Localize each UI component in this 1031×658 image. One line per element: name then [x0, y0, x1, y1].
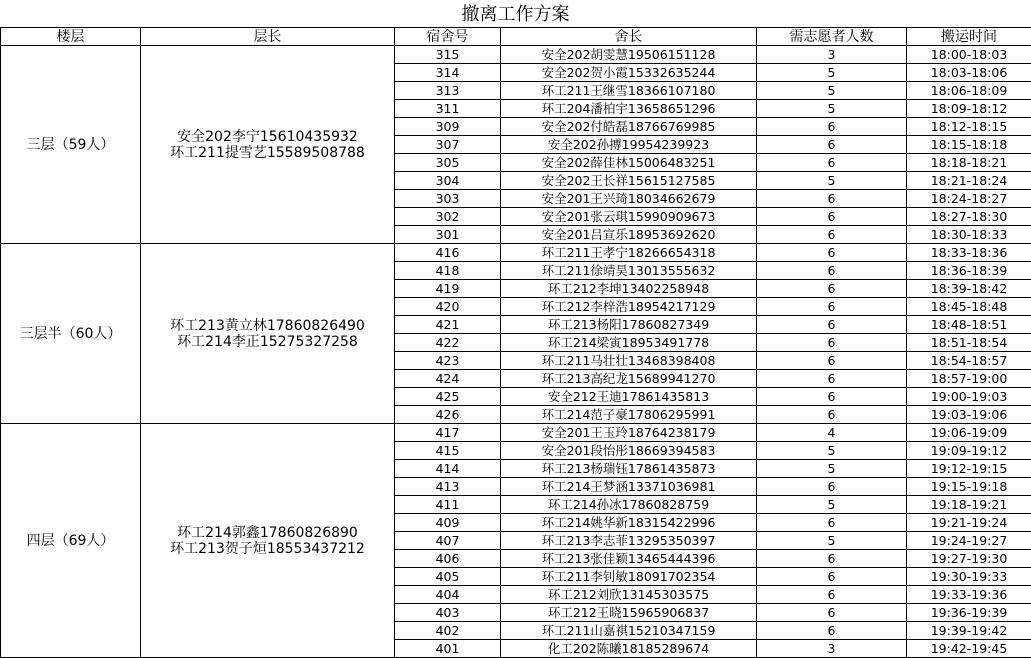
floor-leader-cell	[141, 244, 395, 424]
volunteer-count-cell: 3	[757, 46, 907, 64]
move-time-cell: 18:57-19:00	[907, 370, 1031, 388]
floor-leader-cell	[141, 46, 395, 244]
move-time-cell: 18:36-18:39	[907, 262, 1031, 280]
move-time-cell: 19:03-19:06	[907, 406, 1031, 424]
dorm-leader-cell: 安全202胡雯慧19506151128	[501, 46, 757, 64]
dorm-number-cell: 418	[395, 262, 501, 280]
dorm-leader-cell: 环工211王孝宁18266654318	[501, 244, 757, 262]
floor-leader-name: 环工213黄立林17860826490	[170, 317, 365, 334]
dorm-leader-cell: 安全202付皓磊18766769985	[501, 118, 757, 136]
dorm-number-cell: 307	[395, 136, 501, 154]
dorm-number-cell: 315	[395, 46, 501, 64]
move-time-cell: 18:30-18:33	[907, 226, 1031, 244]
table-row	[1, 46, 1031, 64]
header-move-time: 搬运时间	[907, 28, 1031, 46]
dorm-number-cell: 421	[395, 316, 501, 334]
volunteer-count-cell: 4	[757, 424, 907, 442]
dorm-number-cell: 309	[395, 118, 501, 136]
dorm-number-cell: 301	[395, 226, 501, 244]
floor-cell: 三层（59人）	[1, 46, 141, 244]
table-row	[1, 424, 1031, 442]
volunteer-count-cell: 6	[757, 190, 907, 208]
dorm-leader-cell: 安全201王玉玲18764238179	[501, 424, 757, 442]
dorm-leader-cell: 环工211李钊敏18091702354	[501, 568, 757, 586]
dorm-number-cell: 402	[395, 622, 501, 640]
dorm-leader-cell: 环工211王继雪18366107180	[501, 82, 757, 100]
move-time-cell: 18:39-18:42	[907, 280, 1031, 298]
volunteer-count-cell: 6	[757, 388, 907, 406]
move-time-cell: 18:24-18:27	[907, 190, 1031, 208]
dorm-leader-cell: 安全202王长祥15615127585	[501, 172, 757, 190]
dorm-leader-cell: 安全201吕宣乐18953692620	[501, 226, 757, 244]
volunteer-count-cell: 3	[757, 640, 907, 658]
dorm-number-cell: 425	[395, 388, 501, 406]
table-row	[1, 244, 1031, 262]
move-time-cell: 18:21-18:24	[907, 172, 1031, 190]
move-time-cell: 18:06-18:09	[907, 82, 1031, 100]
dorm-leader-cell: 环工213杨瑞钰17861435873	[501, 460, 757, 478]
volunteer-count-cell: 5	[757, 100, 907, 118]
dorm-leader-cell: 环工214范子豪17806295991	[501, 406, 757, 424]
volunteer-count-cell: 6	[757, 568, 907, 586]
sheet-title: 撤离工作方案	[461, 4, 570, 25]
dorm-number-cell: 424	[395, 370, 501, 388]
dorm-number-cell: 423	[395, 352, 501, 370]
dorm-leader-cell: 环工212李梓浩18954217129	[501, 298, 757, 316]
dorm-leader-cell: 环工214王梦涵13371036981	[501, 478, 757, 496]
volunteer-count-cell: 5	[757, 64, 907, 82]
dorm-number-cell: 304	[395, 172, 501, 190]
dorm-number-cell: 414	[395, 460, 501, 478]
volunteer-count-cell: 6	[757, 586, 907, 604]
dorm-number-cell: 409	[395, 514, 501, 532]
move-time-cell: 18:48-18:51	[907, 316, 1031, 334]
dorm-number-cell: 420	[395, 298, 501, 316]
dorm-leader-cell: 环工213李志菲13295350397	[501, 532, 757, 550]
volunteer-count-cell: 6	[757, 406, 907, 424]
volunteer-count-cell: 5	[757, 496, 907, 514]
volunteer-count-cell: 6	[757, 550, 907, 568]
volunteer-count-cell: 6	[757, 262, 907, 280]
move-time-cell: 19:27-19:30	[907, 550, 1031, 568]
floor-leader-name: 安全202李宁15610435932	[177, 128, 358, 145]
volunteer-count-cell: 6	[757, 280, 907, 298]
volunteer-count-cell: 6	[757, 604, 907, 622]
dorm-leader-cell: 环工211马壮壮13468398408	[501, 352, 757, 370]
dorm-leader-cell: 安全201王兴琦18034662679	[501, 190, 757, 208]
volunteer-count-cell: 5	[757, 82, 907, 100]
evacuation-table	[0, 27, 1031, 658]
dorm-leader-cell: 安全201段怡彤18669394583	[501, 442, 757, 460]
table-body	[1, 46, 1031, 658]
dorm-leader-cell: 环工213杨阳17860827349	[501, 316, 757, 334]
dorm-number-cell: 302	[395, 208, 501, 226]
move-time-cell: 18:15-18:18	[907, 136, 1031, 154]
volunteer-count-cell: 6	[757, 622, 907, 640]
dorm-leader-cell: 环工214孙冰17860828759	[501, 496, 757, 514]
dorm-leader-cell: 环工204潘柏宇13658651296	[501, 100, 757, 118]
dorm-number-cell: 403	[395, 604, 501, 622]
dorm-number-cell: 419	[395, 280, 501, 298]
move-time-cell: 19:33-19:36	[907, 586, 1031, 604]
dorm-leader-cell: 安全202孙搏19954239923	[501, 136, 757, 154]
move-time-cell: 18:00-18:03	[907, 46, 1031, 64]
dorm-leader-cell: 环工214姚华新18315422996	[501, 514, 757, 532]
dorm-number-cell: 422	[395, 334, 501, 352]
floor-leader-name: 环工211提雪艺15589508788	[170, 144, 365, 161]
header-volunteer-count: 需志愿者人数	[757, 28, 907, 46]
move-time-cell: 18:12-18:15	[907, 118, 1031, 136]
floor-leader-name: 环工213贺子烜18553437212	[170, 540, 365, 557]
dorm-leader-cell: 环工214梁寅18953491778	[501, 334, 757, 352]
dorm-number-cell: 411	[395, 496, 501, 514]
volunteer-count-cell: 6	[757, 370, 907, 388]
move-time-cell: 19:18-19:21	[907, 496, 1031, 514]
dorm-number-cell: 417	[395, 424, 501, 442]
dorm-number-cell: 311	[395, 100, 501, 118]
volunteer-count-cell: 5	[757, 460, 907, 478]
move-time-cell: 18:27-18:30	[907, 208, 1031, 226]
move-time-cell: 19:00-19:03	[907, 388, 1031, 406]
volunteer-count-cell: 6	[757, 244, 907, 262]
volunteer-count-cell: 6	[757, 136, 907, 154]
dorm-leader-cell: 安全202贺小霞15332635244	[501, 64, 757, 82]
dorm-leader-cell: 环工212刘欣13145303575	[501, 586, 757, 604]
volunteer-count-cell: 6	[757, 118, 907, 136]
dorm-number-cell: 314	[395, 64, 501, 82]
move-time-cell: 18:33-18:36	[907, 244, 1031, 262]
dorm-leader-cell: 环工212王晓15965906837	[501, 604, 757, 622]
dorm-number-cell: 404	[395, 586, 501, 604]
dorm-number-cell: 426	[395, 406, 501, 424]
header-floor: 楼层	[1, 28, 141, 46]
dorm-number-cell: 413	[395, 478, 501, 496]
move-time-cell: 19:09-19:12	[907, 442, 1031, 460]
header-dorm-leader: 舍长	[501, 28, 757, 46]
dorm-number-cell: 303	[395, 190, 501, 208]
dorm-leader-cell: 环工212李坤13402258948	[501, 280, 757, 298]
header-floor-leader: 层长	[141, 28, 395, 46]
move-time-cell: 19:30-19:33	[907, 568, 1031, 586]
header-dorm-number: 宿舍号	[395, 28, 501, 46]
floor-cell: 三层半（60人）	[1, 244, 141, 424]
volunteer-count-cell: 6	[757, 208, 907, 226]
move-time-cell: 18:54-18:57	[907, 352, 1031, 370]
move-time-cell: 18:03-18:06	[907, 64, 1031, 82]
header-row	[1, 28, 1031, 46]
volunteer-count-cell: 6	[757, 478, 907, 496]
dorm-number-cell: 305	[395, 154, 501, 172]
move-time-cell: 19:42-19:45	[907, 640, 1031, 658]
floor-leader-name: 环工214郭鑫17860826890	[177, 524, 358, 541]
volunteer-count-cell: 5	[757, 172, 907, 190]
dorm-number-cell: 407	[395, 532, 501, 550]
volunteer-count-cell: 5	[757, 532, 907, 550]
move-time-cell: 19:21-19:24	[907, 514, 1031, 532]
volunteer-count-cell: 6	[757, 298, 907, 316]
dorm-number-cell: 313	[395, 82, 501, 100]
dorm-leader-cell: 安全212王迪17861435813	[501, 388, 757, 406]
move-time-cell: 19:12-19:15	[907, 460, 1031, 478]
dorm-number-cell: 415	[395, 442, 501, 460]
dorm-number-cell: 416	[395, 244, 501, 262]
dorm-leader-cell: 环工211徐靖昊13013555632	[501, 262, 757, 280]
volunteer-count-cell: 6	[757, 514, 907, 532]
volunteer-count-cell: 6	[757, 352, 907, 370]
dorm-leader-cell: 化工202陈曦18185289674	[501, 640, 757, 658]
volunteer-count-cell: 5	[757, 442, 907, 460]
volunteer-count-cell: 6	[757, 154, 907, 172]
dorm-number-cell: 405	[395, 568, 501, 586]
move-time-cell: 18:18-18:21	[907, 154, 1031, 172]
move-time-cell: 18:09-18:12	[907, 100, 1031, 118]
volunteer-count-cell: 6	[757, 316, 907, 334]
move-time-cell: 19:36-19:39	[907, 604, 1031, 622]
volunteer-count-cell: 6	[757, 334, 907, 352]
dorm-number-cell: 406	[395, 550, 501, 568]
floor-leader-cell	[141, 424, 395, 658]
move-time-cell: 19:39-19:42	[907, 622, 1031, 640]
floor-cell: 四层（69人）	[1, 424, 141, 658]
floor-leader-name: 环工214李正15275327258	[177, 333, 358, 350]
move-time-cell: 18:51-18:54	[907, 334, 1031, 352]
dorm-leader-cell: 环工213张佳颖13465444396	[501, 550, 757, 568]
dorm-leader-cell: 环工213高纪龙15689941270	[501, 370, 757, 388]
move-time-cell: 18:45-18:48	[907, 298, 1031, 316]
dorm-leader-cell: 环工211山嘉祺15210347159	[501, 622, 757, 640]
dorm-leader-cell: 安全202薛佳林15006483251	[501, 154, 757, 172]
volunteer-count-cell: 6	[757, 226, 907, 244]
move-time-cell: 19:06-19:09	[907, 424, 1031, 442]
move-time-cell: 19:15-19:18	[907, 478, 1031, 496]
move-time-cell: 19:24-19:27	[907, 532, 1031, 550]
dorm-leader-cell: 安全201张云琪15990909673	[501, 208, 757, 226]
dorm-number-cell: 401	[395, 640, 501, 658]
